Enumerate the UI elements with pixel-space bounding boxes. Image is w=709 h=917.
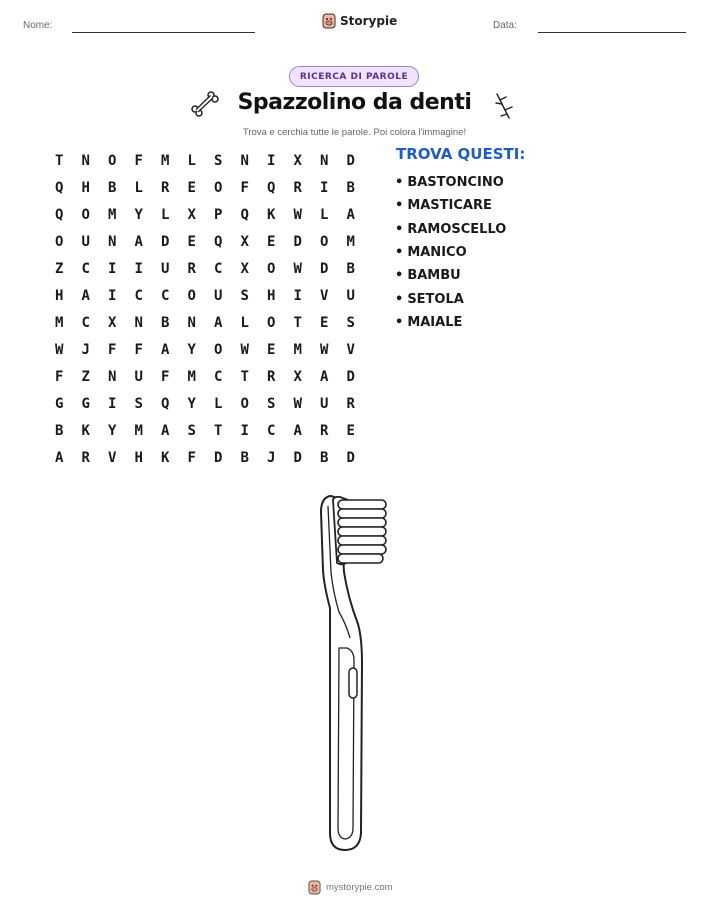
bullet-icon: • bbox=[395, 221, 404, 237]
grid-letter[interactable]: F bbox=[240, 179, 249, 196]
grid-row bbox=[46, 309, 364, 336]
grid-letter[interactable]: R bbox=[320, 422, 329, 439]
grid-letter[interactable]: O bbox=[187, 287, 196, 304]
grid-letter[interactable]: X bbox=[240, 233, 249, 250]
grid-letter[interactable]: B bbox=[108, 179, 117, 196]
bullet-icon: • bbox=[395, 291, 404, 307]
grid-letter[interactable]: A bbox=[55, 449, 64, 466]
grid-letter[interactable]: A bbox=[346, 206, 355, 223]
grid-letter[interactable]: A bbox=[81, 287, 90, 304]
word-label: MAIALE bbox=[407, 314, 463, 330]
grid-letter[interactable]: Q bbox=[55, 179, 64, 196]
bullet-icon: • bbox=[395, 314, 404, 330]
grid-letter[interactable]: R bbox=[187, 260, 196, 277]
grid-letter[interactable]: I bbox=[108, 287, 117, 304]
grid-letter[interactable]: R bbox=[81, 449, 90, 466]
grid-letter[interactable]: X bbox=[108, 314, 117, 331]
grid-letter[interactable]: R bbox=[267, 368, 276, 385]
grid-letter[interactable]: Y bbox=[187, 395, 196, 412]
grid-letter[interactable]: O bbox=[267, 260, 276, 277]
grid-letter[interactable]: Q bbox=[214, 233, 223, 250]
grid-letter[interactable]: V bbox=[108, 449, 117, 466]
grid-row bbox=[46, 417, 364, 444]
grid-letter[interactable]: T bbox=[55, 152, 64, 169]
grid-letter[interactable]: N bbox=[81, 152, 90, 169]
grid-letter[interactable]: M bbox=[134, 422, 143, 439]
grid-letter[interactable]: C bbox=[81, 314, 90, 331]
word-list-item bbox=[395, 264, 506, 287]
word-list-item bbox=[395, 194, 506, 217]
grid-letter[interactable]: M bbox=[293, 341, 302, 358]
grid-letter[interactable]: I bbox=[134, 260, 143, 277]
grid-letter[interactable]: Q bbox=[240, 206, 249, 223]
grid-letter[interactable]: A bbox=[320, 368, 329, 385]
grid-letter[interactable]: X bbox=[187, 206, 196, 223]
grid-letter[interactable]: E bbox=[267, 341, 276, 358]
grid-letter[interactable]: C bbox=[161, 287, 170, 304]
grid-letter[interactable]: X bbox=[240, 260, 249, 277]
grid-letter[interactable]: F bbox=[108, 341, 117, 358]
twig-icon bbox=[489, 91, 517, 121]
grid-letter[interactable]: W bbox=[320, 341, 329, 358]
grid-letter[interactable]: A bbox=[293, 422, 302, 439]
grid-letter[interactable]: D bbox=[320, 260, 329, 277]
grid-letter[interactable]: W bbox=[293, 206, 302, 223]
toothbrush-illustration bbox=[300, 488, 400, 853]
grid-letter[interactable]: F bbox=[55, 368, 64, 385]
grid-letter[interactable]: E bbox=[187, 179, 196, 196]
grid-letter[interactable]: J bbox=[81, 341, 90, 358]
grid-letter[interactable]: M bbox=[55, 314, 64, 331]
grid-letter[interactable]: L bbox=[240, 314, 249, 331]
grid-letter[interactable]: B bbox=[346, 179, 355, 196]
grid-letter[interactable]: I bbox=[108, 395, 117, 412]
grid-letter[interactable]: H bbox=[81, 179, 90, 196]
grid-letter[interactable]: E bbox=[187, 233, 196, 250]
grid-letter[interactable]: N bbox=[108, 233, 117, 250]
grid-letter[interactable]: A bbox=[214, 314, 223, 331]
grid-letter[interactable]: A bbox=[161, 422, 170, 439]
grid-letter[interactable]: M bbox=[161, 152, 170, 169]
grid-letter[interactable]: U bbox=[214, 287, 223, 304]
grid-letter[interactable]: D bbox=[346, 368, 355, 385]
storypie-pig-logo-icon bbox=[322, 13, 336, 29]
grid-letter[interactable]: X bbox=[293, 368, 302, 385]
word-label: SETOLA bbox=[407, 291, 464, 307]
word-list-item bbox=[395, 287, 506, 310]
grid-letter[interactable]: W bbox=[293, 260, 302, 277]
grid-letter[interactable]: B bbox=[320, 449, 329, 466]
brand-name: Storypie bbox=[340, 14, 398, 28]
grid-letter[interactable]: D bbox=[293, 233, 302, 250]
grid-letter[interactable]: N bbox=[187, 314, 196, 331]
grid-letter[interactable]: Q bbox=[267, 179, 276, 196]
page-title: Spazzolino da denti bbox=[237, 90, 472, 115]
grid-letter[interactable]: P bbox=[214, 206, 223, 223]
grid-row bbox=[46, 228, 364, 255]
grid-letter[interactable]: M bbox=[346, 233, 355, 250]
grid-letter[interactable]: U bbox=[81, 233, 90, 250]
grid-letter[interactable]: K bbox=[267, 206, 276, 223]
grid-letter[interactable]: E bbox=[267, 233, 276, 250]
name-line[interactable] bbox=[72, 32, 255, 33]
grid-letter[interactable]: W bbox=[240, 341, 249, 358]
grid-row bbox=[46, 363, 364, 390]
grid-letter[interactable]: O bbox=[320, 233, 329, 250]
grid-letter[interactable]: H bbox=[267, 287, 276, 304]
grid-letter[interactable]: Z bbox=[81, 368, 90, 385]
grid-letter[interactable]: O bbox=[240, 395, 249, 412]
grid-letter[interactable]: Y bbox=[187, 341, 196, 358]
grid-letter[interactable]: S bbox=[346, 314, 355, 331]
instructions: Trova e cerchia tutte le parole. Poi colora l'immagine! bbox=[242, 127, 467, 138]
grid-letter[interactable]: T bbox=[240, 368, 249, 385]
grid-letter[interactable]: O bbox=[214, 341, 223, 358]
word-list bbox=[395, 171, 506, 334]
word-label: MANICO bbox=[407, 245, 467, 261]
grid-letter[interactable]: L bbox=[134, 179, 143, 196]
grid-letter[interactable]: R bbox=[161, 179, 170, 196]
grid-letter[interactable]: L bbox=[214, 395, 223, 412]
grid-letter[interactable]: D bbox=[346, 152, 355, 169]
grid-letter[interactable]: S bbox=[214, 152, 223, 169]
grid-letter[interactable]: F bbox=[134, 152, 143, 169]
grid-letter[interactable]: V bbox=[346, 341, 355, 358]
word-list-item bbox=[395, 311, 506, 334]
grid-letter[interactable]: C bbox=[214, 368, 223, 385]
date-label: Data: bbox=[493, 20, 517, 31]
grid-letter[interactable]: R bbox=[346, 395, 355, 412]
bullet-icon: • bbox=[395, 268, 404, 284]
grid-letter[interactable]: I bbox=[293, 287, 302, 304]
grid-letter[interactable]: S bbox=[240, 287, 249, 304]
grid-row bbox=[46, 174, 364, 201]
grid-letter[interactable]: U bbox=[134, 368, 143, 385]
grid-letter[interactable]: L bbox=[161, 206, 170, 223]
grid-row bbox=[46, 282, 364, 309]
grid-letter[interactable]: B bbox=[240, 449, 249, 466]
grid-letter[interactable]: U bbox=[161, 260, 170, 277]
grid-letter[interactable]: T bbox=[293, 314, 302, 331]
grid-letter[interactable]: G bbox=[81, 395, 90, 412]
grid-letter[interactable]: O bbox=[267, 314, 276, 331]
grid-letter[interactable]: L bbox=[187, 152, 196, 169]
word-list-item bbox=[395, 218, 506, 241]
grid-letter[interactable]: D bbox=[346, 449, 355, 466]
grid-row bbox=[46, 390, 364, 417]
grid-letter[interactable]: R bbox=[293, 179, 302, 196]
grid-letter[interactable]: Q bbox=[161, 395, 170, 412]
grid-letter[interactable]: I bbox=[320, 179, 329, 196]
grid-letter[interactable]: C bbox=[134, 287, 143, 304]
grid-letter[interactable]: I bbox=[267, 152, 276, 169]
activity-badge: RICERCA DI PAROLE bbox=[289, 66, 419, 87]
date-line[interactable] bbox=[538, 32, 686, 33]
word-label: BAMBU bbox=[407, 268, 461, 284]
grid-letter[interactable]: T bbox=[214, 422, 223, 439]
grid-letter[interactable]: B bbox=[346, 260, 355, 277]
grid-letter[interactable]: A bbox=[161, 341, 170, 358]
grid-letter[interactable]: B bbox=[161, 314, 170, 331]
grid-letter[interactable]: D bbox=[161, 233, 170, 250]
grid-letter[interactable]: N bbox=[134, 314, 143, 331]
grid-letter[interactable]: S bbox=[134, 395, 143, 412]
storypie-pig-logo-icon bbox=[308, 880, 321, 895]
grid-letter[interactable]: K bbox=[81, 422, 90, 439]
grid-letter[interactable]: V bbox=[320, 287, 329, 304]
grid-letter[interactable]: H bbox=[134, 449, 143, 466]
grid-letter[interactable]: O bbox=[81, 206, 90, 223]
grid-letter[interactable]: G bbox=[55, 395, 64, 412]
word-label: BASTONCINO bbox=[407, 175, 504, 191]
grid-letter[interactable]: D bbox=[293, 449, 302, 466]
grid-letter[interactable]: Y bbox=[108, 422, 117, 439]
grid-letter[interactable]: E bbox=[346, 422, 355, 439]
grid-letter[interactable]: M bbox=[187, 368, 196, 385]
grid-letter[interactable]: A bbox=[134, 233, 143, 250]
grid-row bbox=[46, 255, 364, 282]
word-search-grid[interactable] bbox=[46, 147, 364, 471]
word-label: MASTICARE bbox=[407, 198, 492, 214]
footer bbox=[308, 880, 393, 895]
grid-letter[interactable]: O bbox=[108, 152, 117, 169]
grid-letter[interactable]: E bbox=[320, 314, 329, 331]
grid-letter[interactable]: O bbox=[214, 179, 223, 196]
bullet-icon: • bbox=[395, 245, 404, 261]
grid-row bbox=[46, 444, 364, 471]
grid-row bbox=[46, 201, 364, 228]
grid-letter[interactable]: L bbox=[320, 206, 329, 223]
grid-letter[interactable]: O bbox=[55, 233, 64, 250]
word-list-item bbox=[395, 171, 506, 194]
grid-letter[interactable]: U bbox=[320, 395, 329, 412]
grid-letter[interactable]: K bbox=[161, 449, 170, 466]
grid-letter[interactable]: B bbox=[55, 422, 64, 439]
grid-letter[interactable]: C bbox=[81, 260, 90, 277]
grid-row bbox=[46, 336, 364, 363]
grid-letter[interactable]: I bbox=[108, 260, 117, 277]
grid-letter[interactable]: M bbox=[108, 206, 117, 223]
bullet-icon: • bbox=[395, 175, 404, 191]
grid-letter[interactable]: X bbox=[293, 152, 302, 169]
grid-letter[interactable]: D bbox=[214, 449, 223, 466]
word-label: RAMOSCELLO bbox=[407, 221, 507, 237]
grid-letter[interactable]: Q bbox=[55, 206, 64, 223]
brand bbox=[322, 13, 397, 29]
grid-letter[interactable]: F bbox=[134, 341, 143, 358]
grid-letter[interactable]: S bbox=[267, 395, 276, 412]
grid-letter[interactable]: N bbox=[320, 152, 329, 169]
grid-letter[interactable]: N bbox=[240, 152, 249, 169]
grid-letter[interactable]: Y bbox=[134, 206, 143, 223]
grid-letter[interactable]: U bbox=[346, 287, 355, 304]
grid-letter[interactable]: Z bbox=[55, 260, 64, 277]
grid-letter[interactable]: W bbox=[293, 395, 302, 412]
grid-letter[interactable]: H bbox=[55, 287, 64, 304]
name-label: Nome: bbox=[23, 20, 53, 31]
grid-letter[interactable]: F bbox=[187, 449, 196, 466]
grid-row bbox=[46, 147, 364, 174]
grid-letter[interactable]: N bbox=[108, 368, 117, 385]
word-list-title: TROVA QUESTI: bbox=[396, 145, 526, 163]
grid-letter[interactable]: W bbox=[55, 341, 64, 358]
footer-url[interactable]: mystorypie.com bbox=[326, 882, 393, 893]
word-list-item bbox=[395, 241, 506, 264]
grid-letter[interactable]: S bbox=[187, 422, 196, 439]
grid-letter[interactable]: F bbox=[161, 368, 170, 385]
grid-letter[interactable]: C bbox=[267, 422, 276, 439]
grid-letter[interactable]: I bbox=[240, 422, 249, 439]
bullet-icon: • bbox=[395, 198, 404, 214]
grid-letter[interactable]: J bbox=[267, 449, 276, 466]
grid-letter[interactable]: C bbox=[214, 260, 223, 277]
